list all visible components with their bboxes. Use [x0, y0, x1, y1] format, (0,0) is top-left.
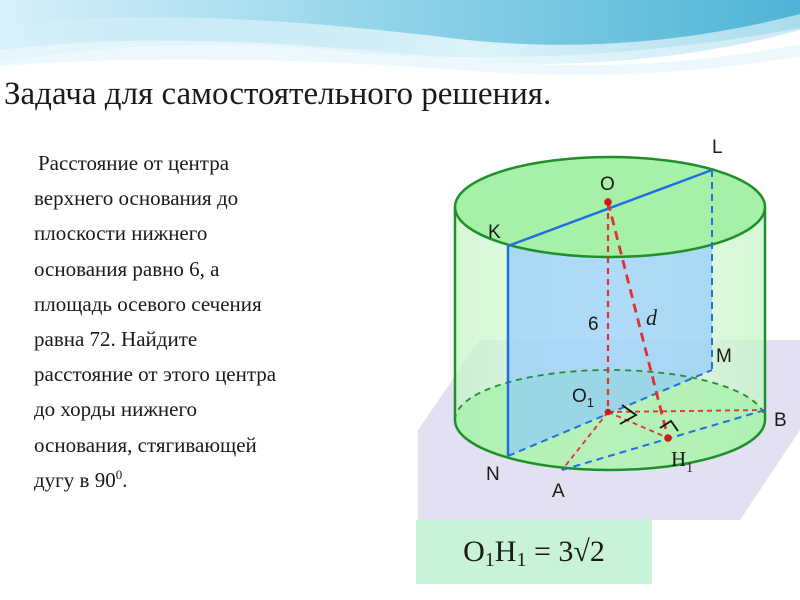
label-M: M	[716, 346, 732, 367]
label-O1: $O_1$	[572, 386, 595, 410]
problem-line: основания равно 6, а	[34, 256, 220, 281]
problem-statement	[34, 146, 384, 498]
problem-line: плоскости нижнего	[34, 221, 208, 246]
point-H1	[664, 434, 672, 442]
problem-line: равна 72. Найдите	[34, 327, 198, 352]
problem-line: верхнего основания до	[34, 186, 239, 211]
label-L: L	[712, 137, 723, 158]
point-O	[604, 198, 612, 206]
label-d: d	[646, 305, 657, 330]
label-N: N	[486, 464, 500, 485]
problem-line: до хорды нижнего	[34, 397, 198, 422]
answer-h-subscript: 1	[516, 548, 527, 571]
answer-box	[416, 520, 652, 584]
label-K: K	[488, 222, 501, 243]
problem-line: расстояние от этого центра	[34, 362, 277, 387]
problem-line: основания, стягивающей	[34, 432, 257, 457]
problem-line-text: дугу в 90	[34, 467, 116, 492]
label-H1: $H_1$	[671, 447, 694, 476]
answer-value: = 3√2	[526, 535, 605, 568]
point-O1	[605, 409, 611, 415]
problem-line: площадь осевого сечения	[34, 291, 262, 316]
header-wave-decoration	[0, 0, 800, 80]
label-B: B	[774, 410, 787, 431]
label-A: A	[552, 481, 565, 502]
label-height-6: 6	[588, 314, 599, 335]
cylinder-diagram	[418, 130, 800, 520]
slide-title: Задача для самостоятельного решения.	[4, 76, 552, 112]
answer-o-subscript: 1	[484, 548, 495, 571]
problem-line: Расстояние от центра	[38, 151, 230, 175]
problem-line-last	[34, 463, 384, 498]
answer-h: H	[494, 535, 517, 568]
problem-line-period: .	[122, 467, 128, 492]
degree-superscript: 0	[115, 466, 123, 482]
answer-o: O	[463, 535, 485, 568]
label-O: O	[600, 174, 615, 195]
